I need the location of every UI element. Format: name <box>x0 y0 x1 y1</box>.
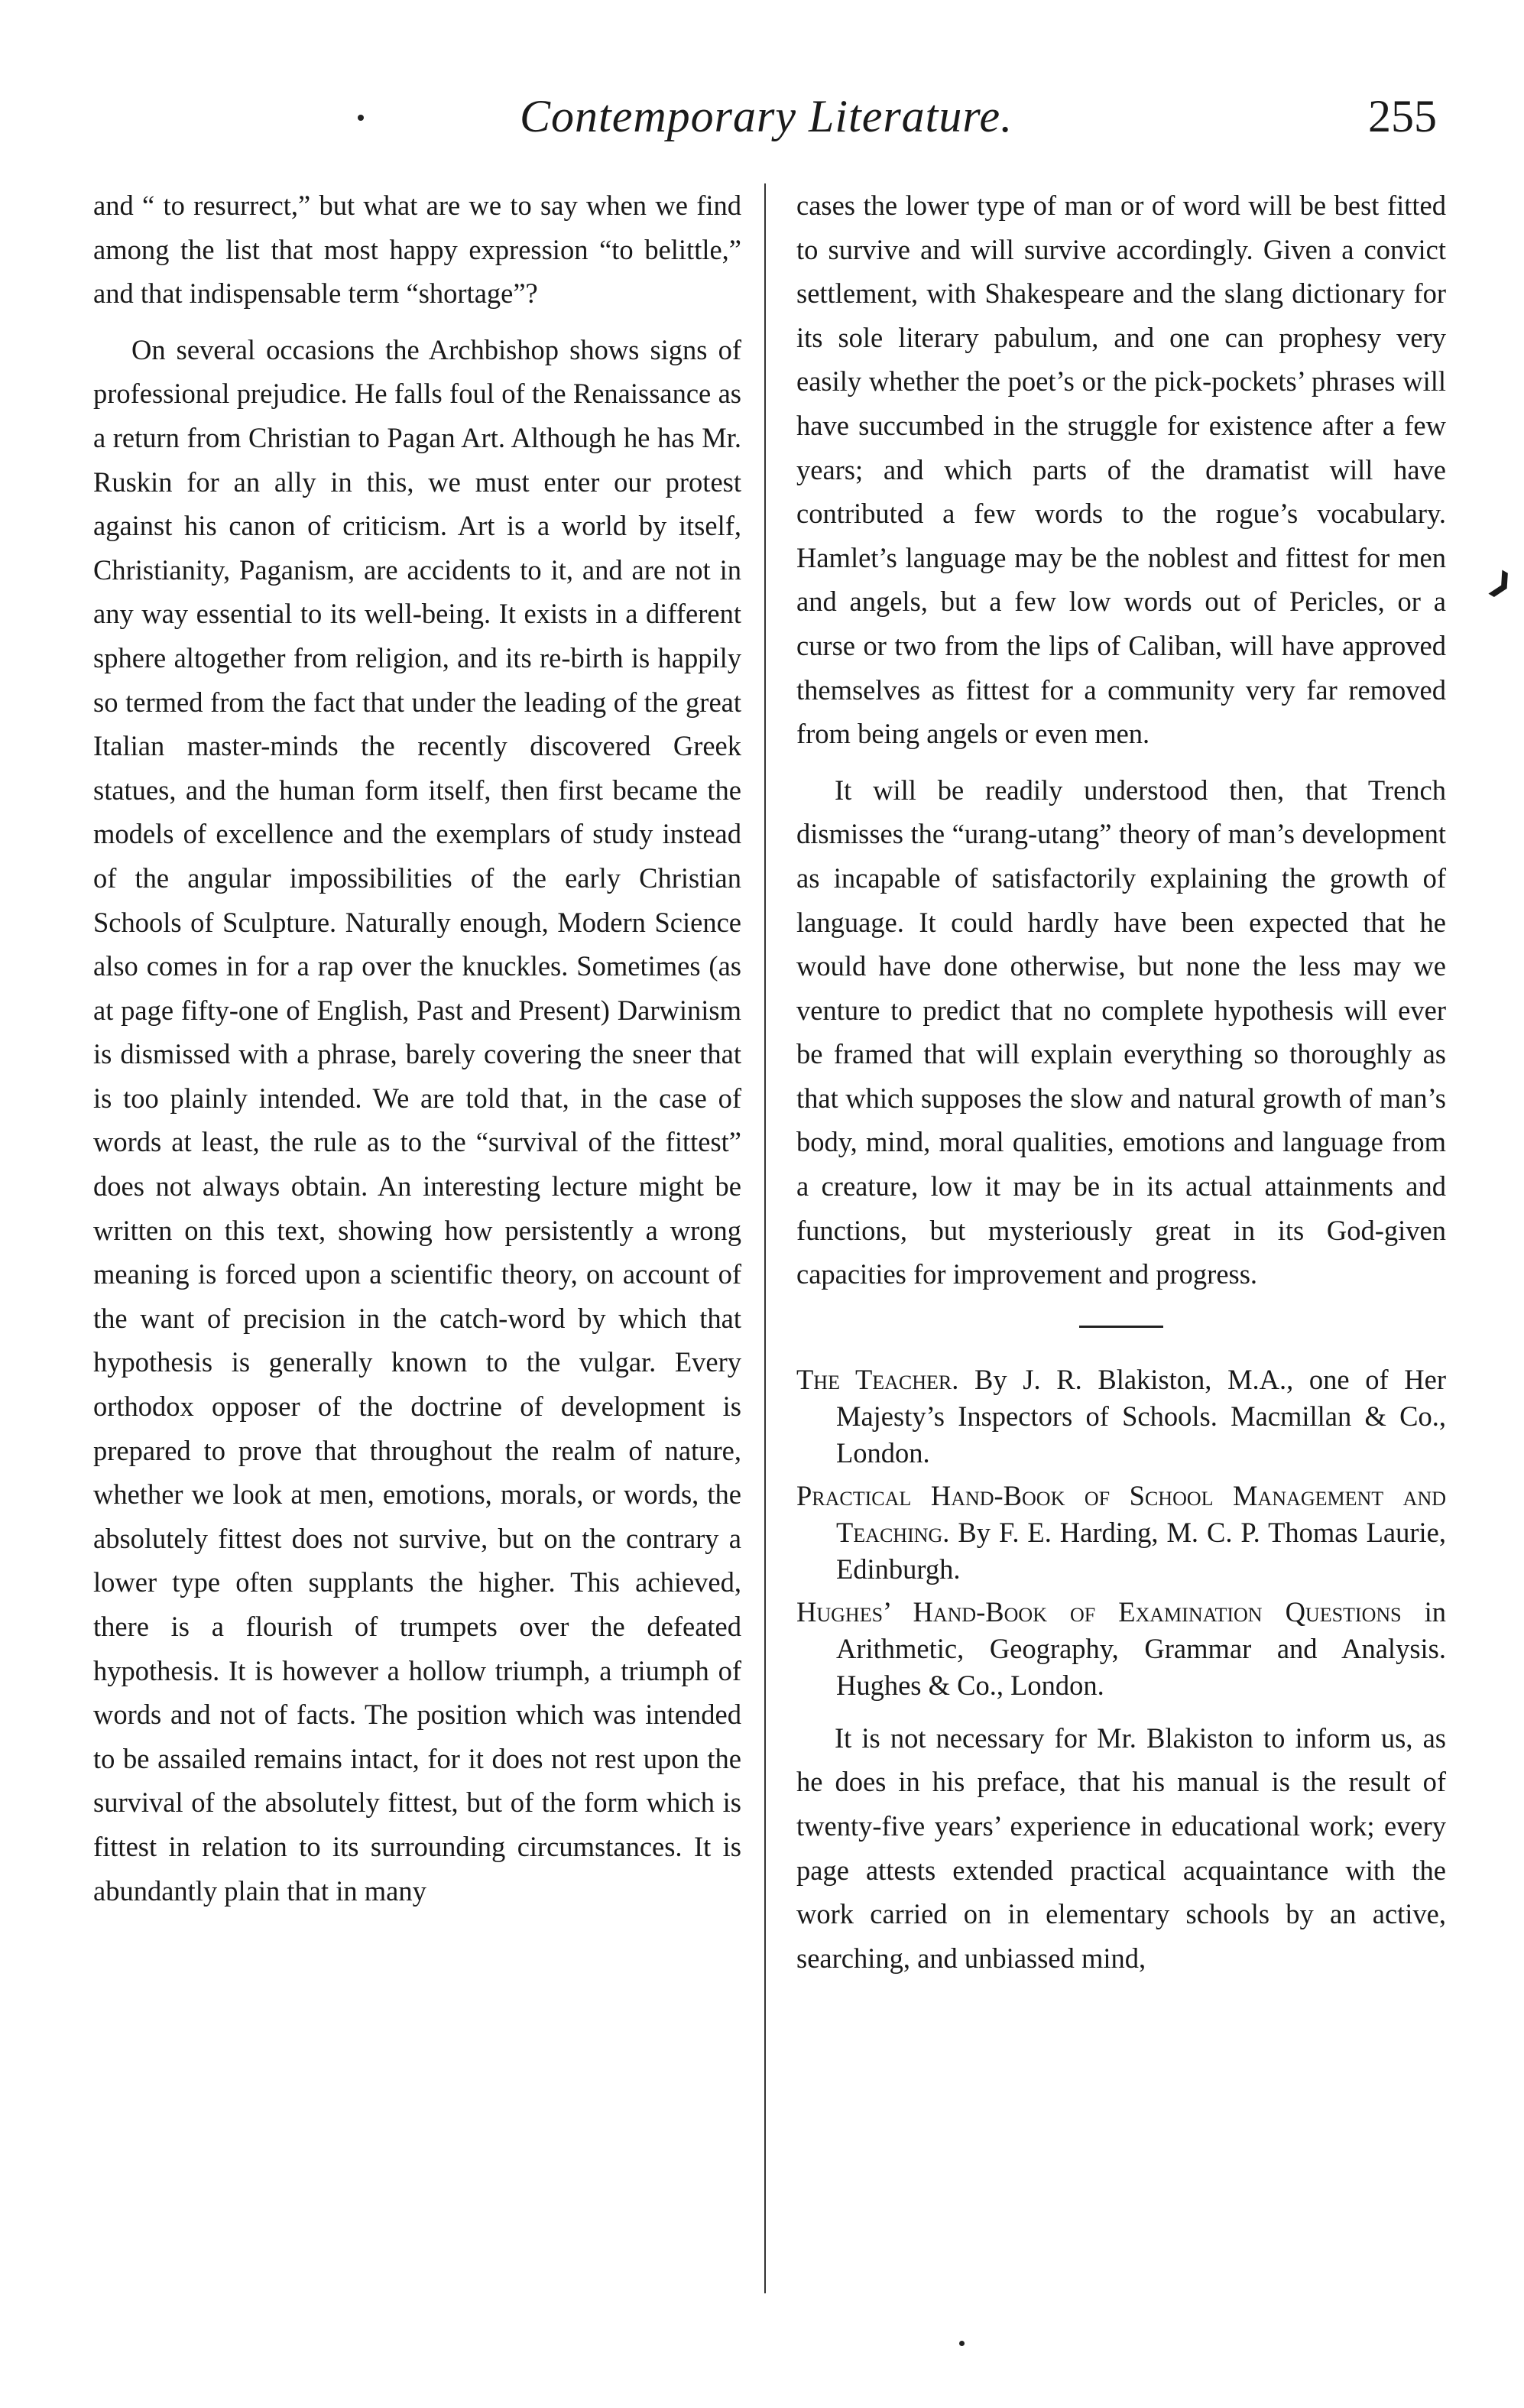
left-column <box>93 183 741 1913</box>
paragraph-blakiston-review: It is not necessary for Mr. Blakiston to inform us, as he does in his preface, that his manual is the result of twenty-five years’ experience in educational work; every page attests extended practical acquaintance with the work carried on in elementary schools by an active, searching, and unbiassed mind, <box>796 1722 1446 1974</box>
margin-ink-mark: ❱ <box>1484 564 1520 602</box>
book-title: The Teacher. <box>796 1363 959 1395</box>
book-details: By J. R. Blakiston, M.A., one of Her Majesty’s Inspectors of Schools. Macmillan & Co., London. <box>836 1363 1447 1468</box>
book-details: By F. E. Harding, M. C. P. Thomas Laurie, Edinburgh. <box>836 1516 1447 1585</box>
running-head <box>92 90 1460 159</box>
paragraph-archbishop-prejudice: On several occasions the Archbishop shows signs of professional prejudice. He falls foul of the Renaissance as a return from Christian to Pagan Art. Although he has Mr. Ruskin for an ally in this, we must enter our protest against his canon of criticism. Art is a world by itself, Christianity, Paganism, are accidents to it, and are not in any way essential to its well-being. It exists in a different sphere altogether from religion, and its re-birth is happily so termed from the fact that under the leading of the great Italian master-minds the recently discovered Greek statues, and the human form itself, then first became the models of excellence and the exemplars of study instead of the angular impossibilities of the early Christian Schools of Sculpture. Naturally enough, Modern Science also comes in for a rap over the knuckles. Sometimes (as at page fifty-one of English, Past and Present) Darwinism is dismissed with a phrase, barely covering the sneer that is too plainly intended. We are told that, in the case of words at least, the rule as to the “survival of the fittest” does not always obtain. An interesting lecture might be written on this text, showing how persistently a wrong meaning is forced upon a scientific theory, on account of the want of precision in the catch-word by which that hypothesis is generally known to the vulgar. Every orthodox opposer of the doctrine of development is prepared to prove that throughout the realm of nature, whether we look at men, emotions, morals, or words, the absolutely fittest does not survive, but on the contrary a lower type often supplants the higher. This achieved, there is a flourish of trumpets over the defeated hypothesis. It is however a hollow triumph, a triumph of words and not of facts. The position which was intended to be assailed remains intact, for it does not rest upon the survival of the absolutely fittest, but of the form which is fittest in relation to its surrounding circumstances. It is abundantly plain that in many <box>93 333 741 1907</box>
running-title: Contemporary Literature. <box>520 91 1013 141</box>
paragraph-urang-utang: It will be readily understood then, that Trench dismisses the “urang-utang” theory of man’s development as incapable of satisfactorily explaining the growth of language. It could hardly have been expected that he would have done otherwise, but none the less may we venture to predict that no complete hypothesis will ever be framed that will explain everything so thoroughly as that which supposes the slow and natural growth of man’s body, mind, moral qualities, emotions and language from a creature, low it may be in its actual attainments and functions, but mysteriously great in its God-given capacities for improvement and progress. <box>796 774 1446 1290</box>
paragraph-continued: and “ to resurrect,” but what are we to say when we find among the list that most happy expression “to belittle,” and that indispensable term “shortage”? <box>93 190 741 310</box>
book-list <box>796 1361 1446 1704</box>
book-entry <box>796 1361 1446 1472</box>
book-title: Practical Hand-Book of School Management and Teaching. <box>796 1479 1446 1548</box>
page-number: 255 <box>1368 91 1437 141</box>
section-divider <box>1079 1326 1163 1328</box>
book-entry <box>796 1478 1446 1588</box>
page-speck-mark <box>959 2341 965 2346</box>
header-dot-mark <box>358 115 364 121</box>
paragraph-lower-type: cases the lower type of man or of word will be best fitted to survive and will survive accordingly. Given a convict settlement, with Shakespeare and the slang dictionary for its sole literary pabulum, and one can prophesy very easily whether the poet’s or the pick-pockets’ phrases will have succumbed in the struggle for existence after a few years; and which parts of the dramatist will have contributed a few words to the rogue’s vocabulary. Hamlet’s language may be the noblest and fittest for men and angels, but a few low words out of Pericles, or a curse or two from the lips of Caliban, will have approved themselves as fittest for a community very far removed from being angels or even men. <box>796 190 1446 750</box>
right-column <box>796 183 1446 1980</box>
book-entry <box>796 1594 1446 1704</box>
book-title: Hughes’ Hand-Book of Examination Questions <box>796 1595 1402 1628</box>
column-divider-rule <box>764 183 766 2293</box>
book-details: in Arithmetic, Geography, Grammar and Analysis. Hughes & Co., London. <box>836 1595 1447 1701</box>
